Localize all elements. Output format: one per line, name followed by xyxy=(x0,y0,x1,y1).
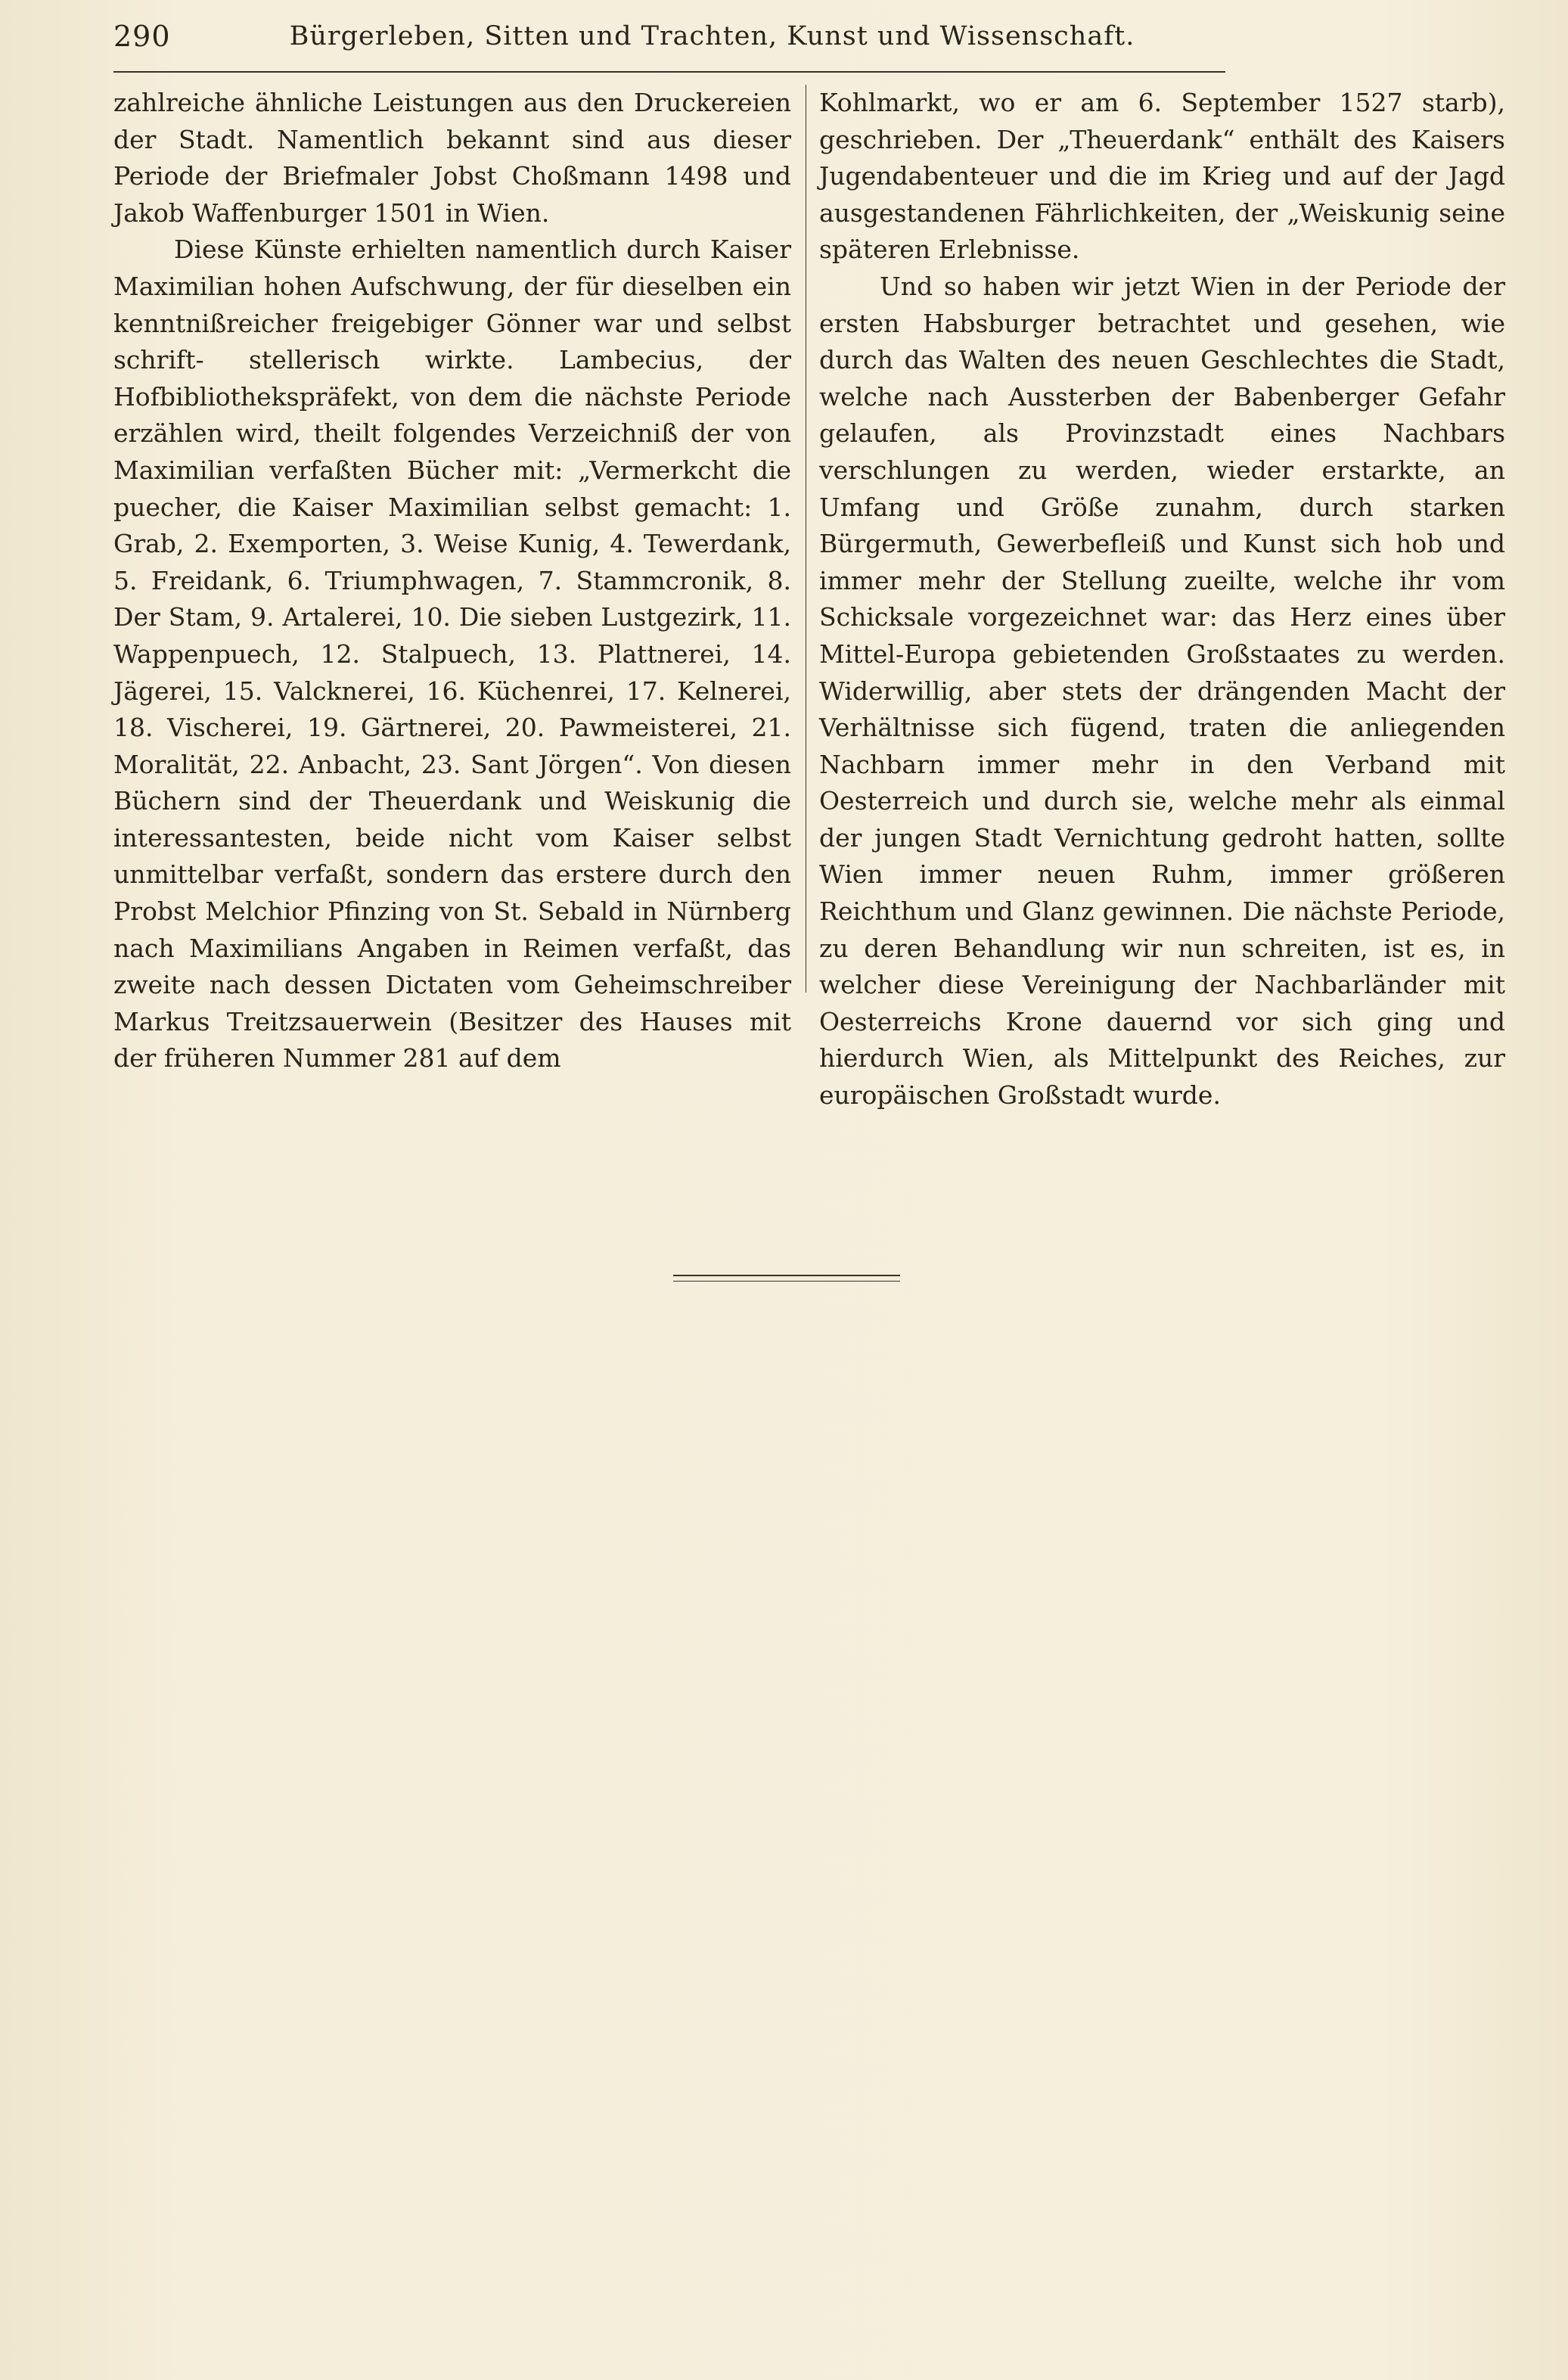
page-number: 290 xyxy=(113,20,171,53)
text-columns xyxy=(113,85,1505,1111)
end-rule-thin xyxy=(673,1281,900,1282)
running-title: Bürgerleben, Sitten und Trachten, Kunst und Wissenschaft. xyxy=(289,21,1135,51)
right-paragraph-1: Kohlmarkt, wo er am 6. September 1527 starb), geschrieben. Der „Theuerdank“ enthält des Kaisers Jugendabenteuer und die im Krieg und auf der Jagd ausgestandenen Fährlichkeiten, der „Weiskunig seine späteren Erlebnisse. xyxy=(819,88,1505,265)
page-header xyxy=(113,20,1212,65)
right-column xyxy=(819,85,1505,1114)
chapter-end-rules xyxy=(673,1275,900,1286)
left-paragraph-1: zahlreiche ähnliche Leistungen aus den Druckereien der Stadt. Namentlich bekannt sind aus dieser Periode der Briefmaler Jobst Choßmann 1498 und Jakob Waffenburger 1501 in Wien. xyxy=(113,88,791,228)
left-paragraph-2: Diese Künste erhielten namentlich durch Kaiser Maximilian hohen Aufschwung, der für dieselben ein kenntnißreicher freigebiger Gönner war und selbst schrift- stellerisch wirkte. Lambecius, der Hofbibliothekspräfekt, von dem die nächste Periode erzählen wird, theilt folgendes Verzeichniß der von Maximilian verfaßten Bücher mit: „Vermerkcht die puecher, die Kaiser Maximilian selbst gemacht: 1. Grab, 2. Exemporten, 3. Weise Kunig, 4. Tewerdank, 5. Freidank, 6. Triumphwagen, 7. Stammcronik, 8. Der Stam, 9. Artalerei, 10. Die sieben Lustgezirk, 11. Wappenpuech, 12. Stalpuech, 13. Plattnerei, 14. Jägerei, 15. Valcknerei, 16. Küchenrei, 17. Kelnerei, 18. Vischerei, 19. Gärtnerei, 20. Pawmeisterei, 21. Moralität, 22. Anbacht, 23. Sant Jörgen“. Von diesen Büchern sind der Theuerdank und Weiskunig die interessantesten, beide nicht vom Kaiser selbst unmittelbar verfaßt, sondern das erstere durch den Probst Melchior Pfinzing von St. Sebald in Nürnberg nach Maximilians Angaben in Reimen verfaßt, das zweite nach dessen Dictaten vom Geheimschreiber Markus Treitzsauerwein (Besitzer des Hauses mit der früheren Nummer 281 auf dem xyxy=(113,235,791,1073)
left-column xyxy=(113,85,791,1077)
header-rule xyxy=(113,71,1225,73)
end-rule-thick xyxy=(673,1275,900,1276)
right-paragraph-2: Und so haben wir jetzt Wien in der Periode der ersten Habsburger betrachtet und gesehen, wie durch das Walten des neuen Geschlechtes die Stadt, welche nach Aussterben der Babenberger Gefahr gelaufen, als Provinzstadt eines Nachbars verschlungen zu werden, wieder erstarkte, an Umfang und Größe zunahm, durch starken Bürgermuth, Gewerbefleiß und Kunst sich hob und immer mehr der Stellung zueilte, welche ihr vom Schicksale vorgezeichnet war: das Herz eines über Mittel-Europa gebietenden Großstaates zu werden. Widerwillig, aber stets der drängenden Macht der Verhältnisse sich fügend, traten die anliegenden Nachbarn immer mehr in den Verband mit Oesterreich und durch sie, welche mehr als einmal der jungen Stadt Vernichtung gedroht hatten, sollte Wien immer neuen Ruhm, immer größeren Reichthum und Glanz gewinnen. Die nächste Periode, zu deren Behandlung wir nun schreiten, ist es, in welcher diese Vereinigung der Nachbarländer mit Oesterreichs Krone dauernd vor sich ging und hierdurch Wien, als Mittelpunkt des Reiches, zur europäischen Großstadt wurde. xyxy=(819,271,1505,1111)
